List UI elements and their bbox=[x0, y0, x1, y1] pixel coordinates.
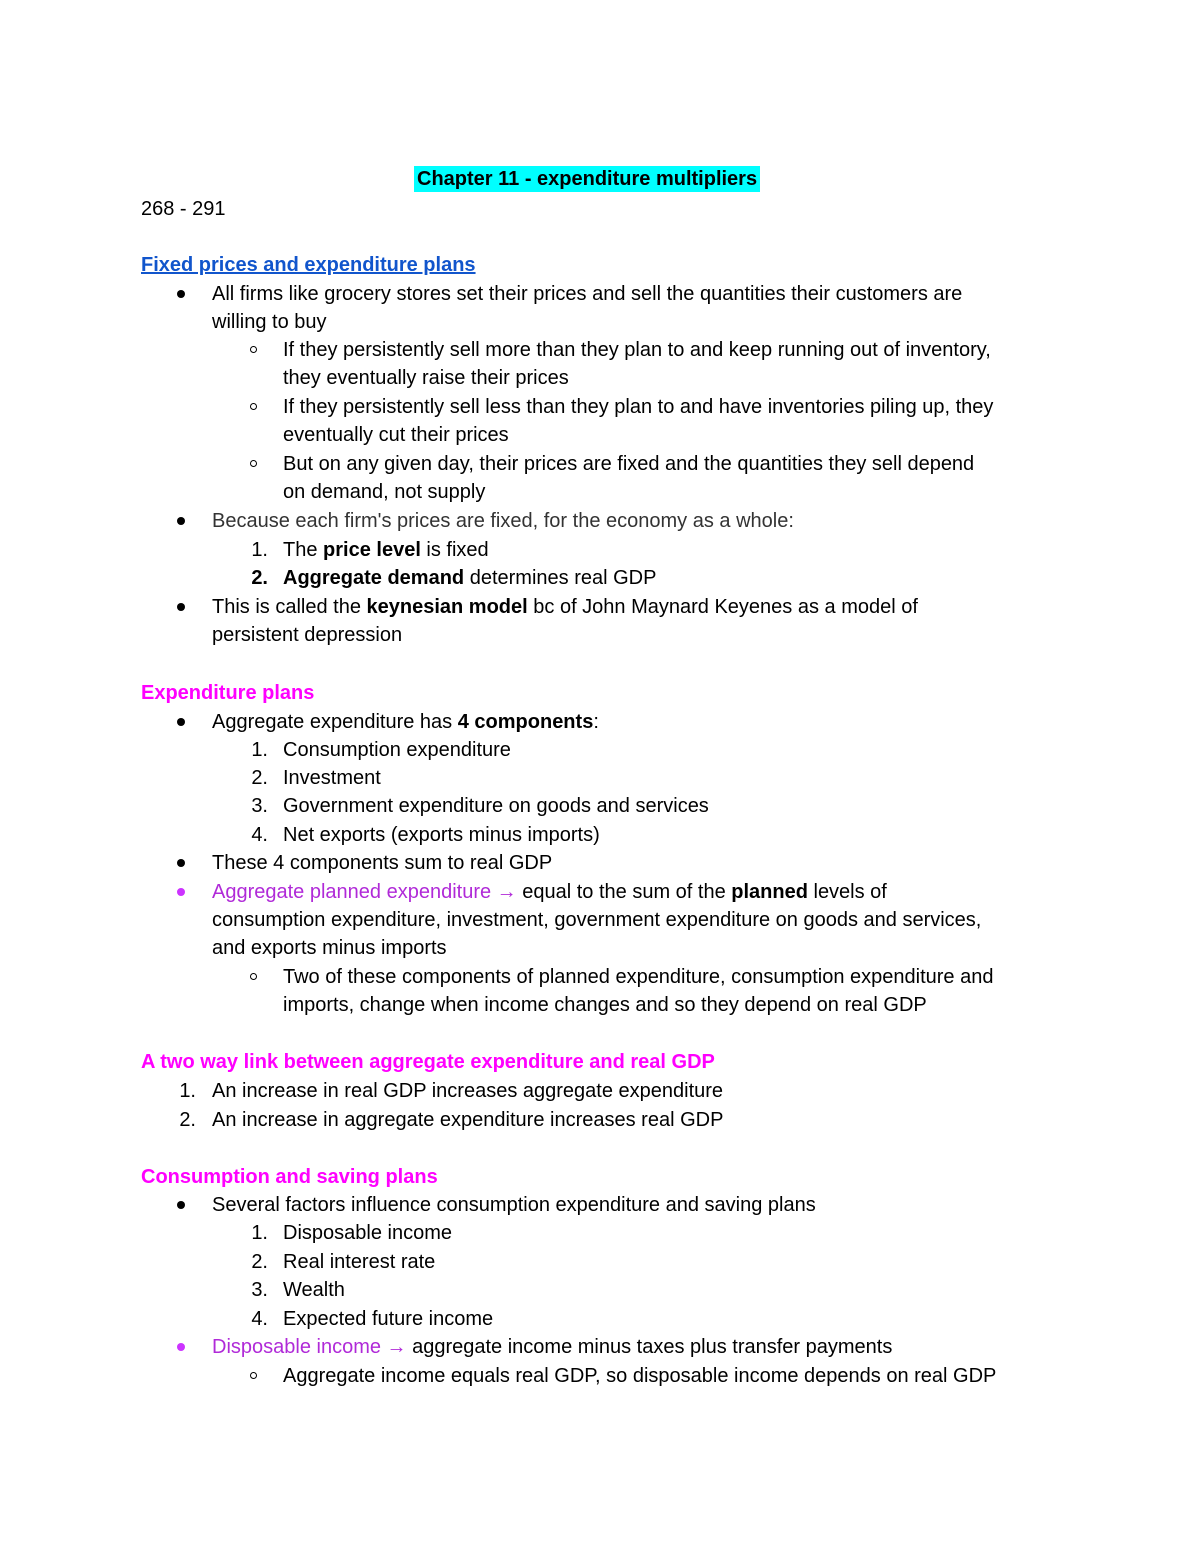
list-item: The price level is fixed bbox=[283, 539, 489, 561]
list-number: 1. bbox=[251, 539, 268, 561]
page-range: 268 - 291 bbox=[141, 198, 226, 220]
bullet-text: Several factors influence consumption expenditure and saving plans bbox=[212, 1194, 816, 1216]
list-item: An increase in real GDP increases aggregate expenditure bbox=[212, 1080, 724, 1102]
sub-bullet-text: they eventually raise their prices bbox=[283, 367, 569, 389]
list-number: 3. bbox=[251, 795, 268, 817]
bullet-text: Aggregate planned expenditure → equal to the sum of the planned levels of bbox=[212, 881, 887, 903]
sub-bullet-text: If they persistently sell less than they plan to and have inventories piling up, they bbox=[283, 396, 994, 418]
list-number: 2. bbox=[251, 767, 268, 789]
list-item: Real interest rate bbox=[283, 1251, 436, 1273]
sub-bullet-text: If they persistently sell more than they plan to and keep running out of inventory, bbox=[283, 339, 991, 361]
list-item: Government expenditure on goods and services bbox=[283, 795, 709, 817]
list-number: 2. bbox=[179, 1109, 196, 1131]
list-item: Net exports (exports minus imports) bbox=[283, 824, 600, 846]
bullet-text: These 4 components sum to real GDP bbox=[212, 852, 553, 874]
bullet-icon bbox=[177, 888, 185, 896]
list-number: 1. bbox=[251, 1222, 268, 1244]
list-item: Disposable income bbox=[283, 1222, 452, 1244]
list-item: Consumption expenditure bbox=[283, 739, 511, 761]
bullet-icon bbox=[177, 290, 185, 298]
section-heading-expenditure-plans: Expenditure plans bbox=[141, 682, 315, 704]
list-number: 2. bbox=[251, 567, 268, 589]
bullet-text: consumption expenditure, investment, government expenditure on goods and services, bbox=[212, 909, 982, 931]
circle-bullet-icon bbox=[250, 346, 257, 353]
list-number: 1. bbox=[251, 739, 268, 761]
bullet-icon bbox=[177, 718, 185, 726]
section-heading-consumption-saving: Consumption and saving plans bbox=[141, 1166, 438, 1188]
list-number: 4. bbox=[251, 824, 268, 846]
bullet-text: Disposable income → aggregate income minus taxes plus transfer payments bbox=[212, 1336, 893, 1358]
section-heading-two-way-link: A two way link between aggregate expenditure and real GDP bbox=[141, 1051, 715, 1073]
bullet-text: and exports minus imports bbox=[212, 937, 447, 959]
bullet-icon bbox=[177, 1343, 185, 1351]
bullet-text: willing to buy bbox=[212, 311, 327, 333]
page-title: Chapter 11 - expenditure multipliers bbox=[414, 166, 760, 192]
bullet-text: All firms like grocery stores set their prices and sell the quantities their customers are bbox=[212, 283, 963, 305]
circle-bullet-icon bbox=[250, 403, 257, 410]
sub-bullet-text: eventually cut their prices bbox=[283, 424, 509, 446]
bullet-icon bbox=[177, 1201, 185, 1209]
circle-bullet-icon bbox=[250, 460, 257, 467]
bullet-icon bbox=[177, 859, 185, 867]
list-item: Expected future income bbox=[283, 1308, 494, 1330]
section-heading-fixed-prices[interactable]: Fixed prices and expenditure plans bbox=[141, 254, 476, 276]
list-number: 2. bbox=[251, 1251, 268, 1273]
sub-bullet-text: imports, change when income changes and so they depend on real GDP bbox=[283, 994, 927, 1016]
list-item: Aggregate demand determines real GDP bbox=[283, 567, 657, 589]
list-number: 4. bbox=[251, 1308, 268, 1330]
sub-bullet-text: Aggregate income equals real GDP, so disposable income depends on real GDP bbox=[283, 1365, 997, 1387]
sub-bullet-text: Two of these components of planned expenditure, consumption expenditure and bbox=[283, 966, 994, 988]
list-item: Wealth bbox=[283, 1279, 345, 1301]
list-item: An increase in aggregate expenditure increases real GDP bbox=[212, 1109, 724, 1131]
bullet-icon bbox=[177, 517, 185, 525]
circle-bullet-icon bbox=[250, 973, 257, 980]
bullet-icon bbox=[177, 603, 185, 611]
list-item: Investment bbox=[283, 767, 381, 789]
bullet-text: Aggregate expenditure has 4 components: bbox=[212, 711, 599, 733]
bullet-text: Because each firm's prices are fixed, for the economy as a whole: bbox=[212, 510, 794, 532]
list-number: 3. bbox=[251, 1279, 268, 1301]
circle-bullet-icon bbox=[250, 1372, 257, 1379]
sub-bullet-text: But on any given day, their prices are fixed and the quantities they sell depend bbox=[283, 453, 975, 475]
bullet-text: persistent depression bbox=[212, 624, 403, 646]
bullet-text: This is called the keynesian model bc of John Maynard Keyenes as a model of bbox=[212, 596, 918, 618]
sub-bullet-text: on demand, not supply bbox=[283, 481, 486, 503]
list-number: 1. bbox=[179, 1080, 196, 1102]
